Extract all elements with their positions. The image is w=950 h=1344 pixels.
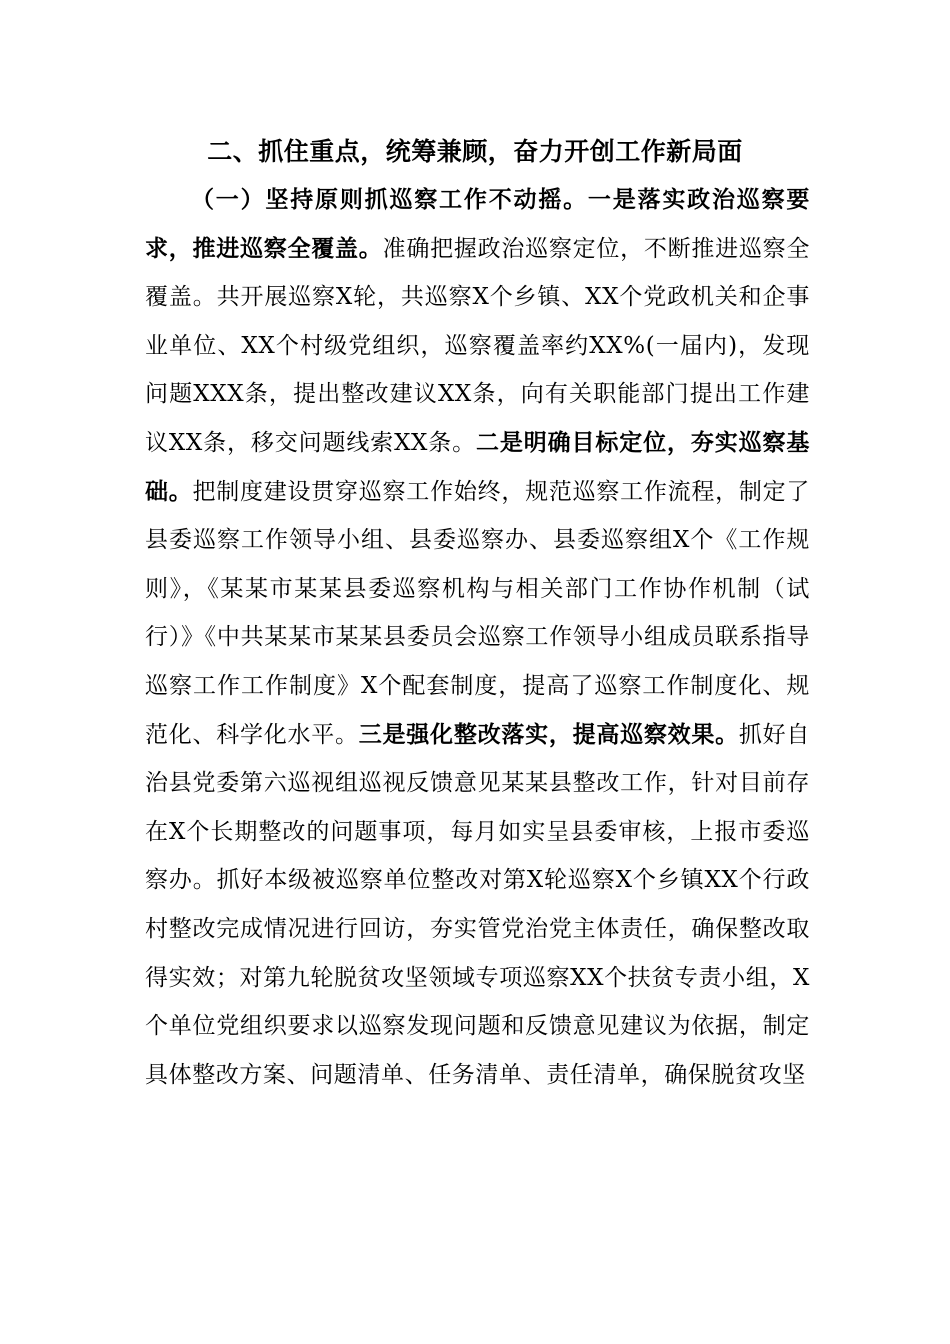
bold-lead-2: 二是明确目标定位，夯实巡察基础。 xyxy=(145,429,810,505)
text-run-3: 抓好自治县党委第六巡视组巡视反馈意见某某县整改工作，针对目前存在X个长期整改的问题事项，每月如实呈县委审核，上报市委巡察办。抓好本级被巡察单位整改对第X轮巡察X个乡镇XX个行政村整改完成情况进行回访，夯实管党治党主体责任，确保整改取得实效；对第九轮脱贫攻坚领域专项巡察XX个扶贫专责小组，X个单位党组织要求以巡察发现问题和反馈意见建议为依据，制定具体整改方案、问题清单、任务清单、责任清单，确保脱贫攻坚 xyxy=(145,721,810,1088)
body-paragraph xyxy=(145,176,810,1099)
text-run-1: 准确把握政治巡察定位，不断推进巡察全覆盖。共开展巡察X轮，共巡察X个乡镇、XX个党政机关和企事业单位、XX个村级党组织，巡察覆盖率约XX%(一届内)，发现问题XXX条，提出整改建议XX条，向有关职能部门提出工作建议XX条，移交问题线索XX条。 xyxy=(145,235,810,456)
section-heading: 二、抓住重点，统筹兼顾，奋力开创工作新局面 xyxy=(207,137,743,166)
bold-lead-3: 三是强化整改落实，提高巡察效果。 xyxy=(358,721,739,748)
text-run-2: 把制度建设贯穿巡察工作始终，规范巡察工作流程，制定了县委巡察工作领导小组、县委巡察办、县委巡察组X个《工作规则》，《某某市某某县委巡察机构与相关部门工作协作机制（试行）》《中共某某市某某县委员会巡察工作领导小组成员联系指导巡察工作工作制度》X个配套制度，提高了巡察工作制度化、规范化、科学化水平。 xyxy=(145,478,810,748)
bold-lead-1: （一）坚持原则抓巡察工作不动摇。一是落实政治巡察要求，推进巡察全覆盖。 xyxy=(145,187,810,262)
